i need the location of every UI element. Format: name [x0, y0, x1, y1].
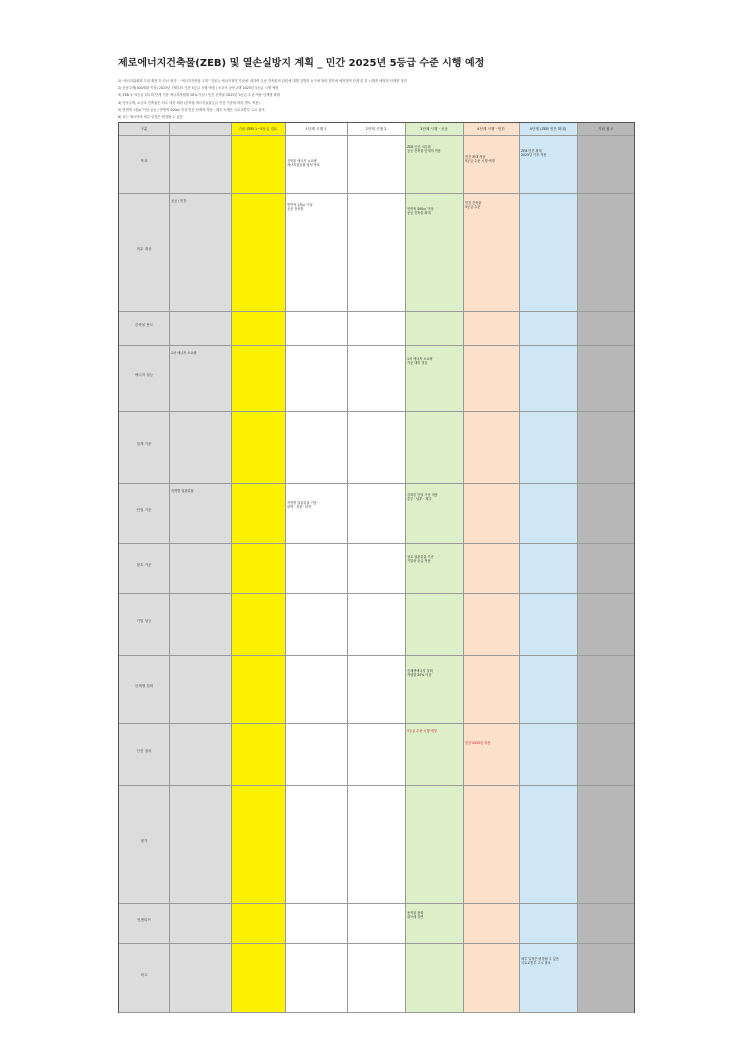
table-cell: [407, 911, 461, 920]
cell-text: 자립률 20% 이상: [407, 673, 432, 678]
table-cell: [521, 149, 575, 158]
column-header: 1단계 시행 1: [285, 123, 347, 136]
table-cell: [407, 729, 461, 733]
note-line: 5) 연면적 1천㎡ 이상 공공 / 연면적 500㎡ 이상 민간 단계적 적용 - 세부 시행은 국토교통부 고시 참조: [118, 107, 265, 112]
table-cell: [465, 201, 517, 210]
row-divider: [119, 193, 634, 194]
column-divider: [405, 123, 406, 1012]
cell-text: 공공 건축물: [287, 207, 304, 212]
row-divider: [119, 785, 634, 786]
cell-text: 국토교통부 고시 참조: [521, 961, 551, 966]
row-category: 의무 대상: [136, 247, 152, 251]
row-category: 신재생 설비: [134, 684, 154, 688]
cell-text: 기밀성 등급 적용: [407, 559, 431, 564]
row-subcategory: 공공 / 민간: [171, 199, 187, 203]
cell-text: 지역별 열관류율 기준: [287, 501, 317, 505]
column-divider: [169, 123, 170, 1012]
row-divider: [119, 1012, 634, 1013]
cell-text: 세부 일정은 변경될 수 있음: [521, 957, 559, 961]
table-cell: [287, 159, 345, 168]
cell-text: 연면적 1천㎡ 이상: [287, 203, 313, 207]
column-divider: [577, 123, 578, 1012]
table-cell: [407, 669, 461, 678]
column-bg: [285, 123, 347, 1012]
table-cell: [407, 493, 461, 502]
row-divider: [119, 411, 634, 412]
row-divider: [119, 655, 634, 656]
table-cell: [407, 357, 461, 366]
column-divider: [231, 123, 232, 1012]
cell-text: 외벽 · 지붕 · 바닥: [287, 505, 312, 510]
row-category: 에너지 성능: [134, 373, 154, 377]
table-cell: [465, 155, 517, 164]
row-category: 건축물 용도: [134, 323, 154, 327]
cell-text: 창호 열관류율 기준: [407, 555, 434, 559]
page-title: 제로에너지건축물(ZEB) 및 열손실방지 계획 _ 민간 2025년 5등급 수준 시행 예정: [118, 58, 485, 69]
cell-text: 신재생에너지 설비: [407, 669, 433, 673]
note-line: 4) 단독주택, 소규모 건축물은 의무 대상 제외 (건축물 에너지효율등급 인증 기준에 따라 별도 적용): [118, 100, 260, 105]
notes-block: [118, 78, 638, 121]
row-category: 창호 기준: [136, 563, 152, 567]
note-line: 6) 표는 예시이며 세부 일정은 변경될 수 있음: [118, 115, 183, 120]
note-line: 1) '에너지위원회 수정 제정 후 지시 형식' - '에너지건축물 고정' '건물는 에너지절약 기준에' 대하여 수준 건축물의 관련에 대해 설명을 요구에 따라 향후에 예정하여 단계 및 본 시행을 예정한 단계를 정리: [118, 79, 407, 83]
row-category: 설계 기준: [136, 442, 152, 446]
row-divider: [119, 483, 634, 484]
cell-text: 1차 에너지 소요량: [407, 357, 433, 361]
column-header: 5단계 (ZEB 민간 확대): [519, 123, 577, 136]
column-header: 구분: [119, 123, 169, 136]
row-subcategory: 1차 에너지 소요량: [171, 351, 197, 355]
column-bg: [577, 123, 634, 1012]
table-cell: [407, 207, 461, 216]
cell-text: 5등급 수준 시행 예정: [407, 729, 437, 733]
row-divider: [119, 135, 634, 136]
cell-text: 공공 건축물 단계적 적용: [407, 149, 441, 154]
column-divider: [519, 123, 520, 1012]
column-divider: [463, 123, 464, 1012]
row-category: 단열 기준: [136, 508, 152, 512]
cell-text: 기준 대비 절감: [407, 361, 428, 366]
table-cell: [407, 145, 461, 154]
row-category: 평가: [140, 839, 148, 843]
row-divider: [119, 543, 634, 544]
cell-text: 중부 · 남부 · 제주: [407, 497, 432, 502]
column-header: 기타 참고: [577, 123, 634, 136]
table-cell: [521, 957, 575, 966]
column-header: 기준 ZEB 1~5등급 검토: [231, 123, 285, 136]
column-header: 4단계 시행 · 민간: [463, 123, 519, 136]
row-subcategory: 지역별 열관류율: [171, 489, 194, 493]
table-cell: [287, 203, 345, 212]
column-bg: [463, 123, 519, 1012]
cell-text: 에너지절감률 달성 목표: [287, 163, 320, 168]
table-cell: [465, 741, 517, 745]
note-line: 3) ZEB 1~5등급 의무화 단계 기준 에너지자립률 20% 이상 / 민간 건축물 2025년 5등급 수준 적용 단계별 확대: [118, 93, 280, 98]
cell-text: 2025년 이후 적용: [521, 153, 547, 158]
table-cell: [407, 555, 461, 564]
cell-text: 공공 건축물 확대: [407, 211, 431, 216]
column-divider: [285, 123, 286, 1012]
row-divider: [119, 903, 634, 904]
cell-text: 연면적 500㎡ 이상: [407, 207, 434, 211]
cell-text: 민간 확대 적용: [465, 155, 486, 159]
table-cell: [287, 501, 345, 510]
row-category: 비고: [140, 972, 148, 977]
cell-text: 용적률 완화: [407, 911, 424, 915]
row-divider: [119, 345, 634, 346]
cell-text: 취득세 감면: [407, 915, 424, 920]
cell-text: ZEB 민간 확대: [521, 149, 542, 153]
column-bg: [169, 123, 231, 1012]
column-header: 2단계 시행 2: [347, 123, 405, 136]
cell-text: 민간 건축물: [465, 201, 482, 205]
note-line: 2) 공동주택(300세대 이상) 2023년 7월부터 기준 5등급 시행 예정 / 소규모 공동주택 2025년 5등급 시행 예정: [118, 86, 279, 91]
cell-text: 5등급 수준: [465, 205, 481, 210]
column-bg: [231, 123, 285, 1012]
cell-text: ZEB 인증 의무화: [407, 145, 431, 149]
row-divider: [119, 943, 634, 944]
cell-text: 민간 2025년 적용: [465, 741, 491, 745]
cell-text: 강화된 단열 기준 적용: [407, 493, 438, 497]
column-bg: [519, 123, 577, 1012]
row-category: 인센티브: [137, 918, 151, 922]
column-bg: [347, 123, 405, 1012]
row-category: 인증 절차: [136, 749, 152, 753]
row-category: 목표: [140, 159, 148, 163]
cell-text: 5등급 수준 시행 예정: [465, 159, 495, 164]
row-divider: [119, 593, 634, 594]
row-divider: [119, 311, 634, 312]
column-divider: [347, 123, 348, 1012]
cell-text: 건축물 에너지 소요량: [287, 159, 317, 163]
row-divider: [119, 723, 634, 724]
row-category: 기밀 성능: [136, 619, 152, 623]
column-bg: [405, 123, 463, 1012]
schedule-table: [118, 122, 635, 1013]
column-header: 3단계 시행 · 공공: [405, 123, 463, 136]
